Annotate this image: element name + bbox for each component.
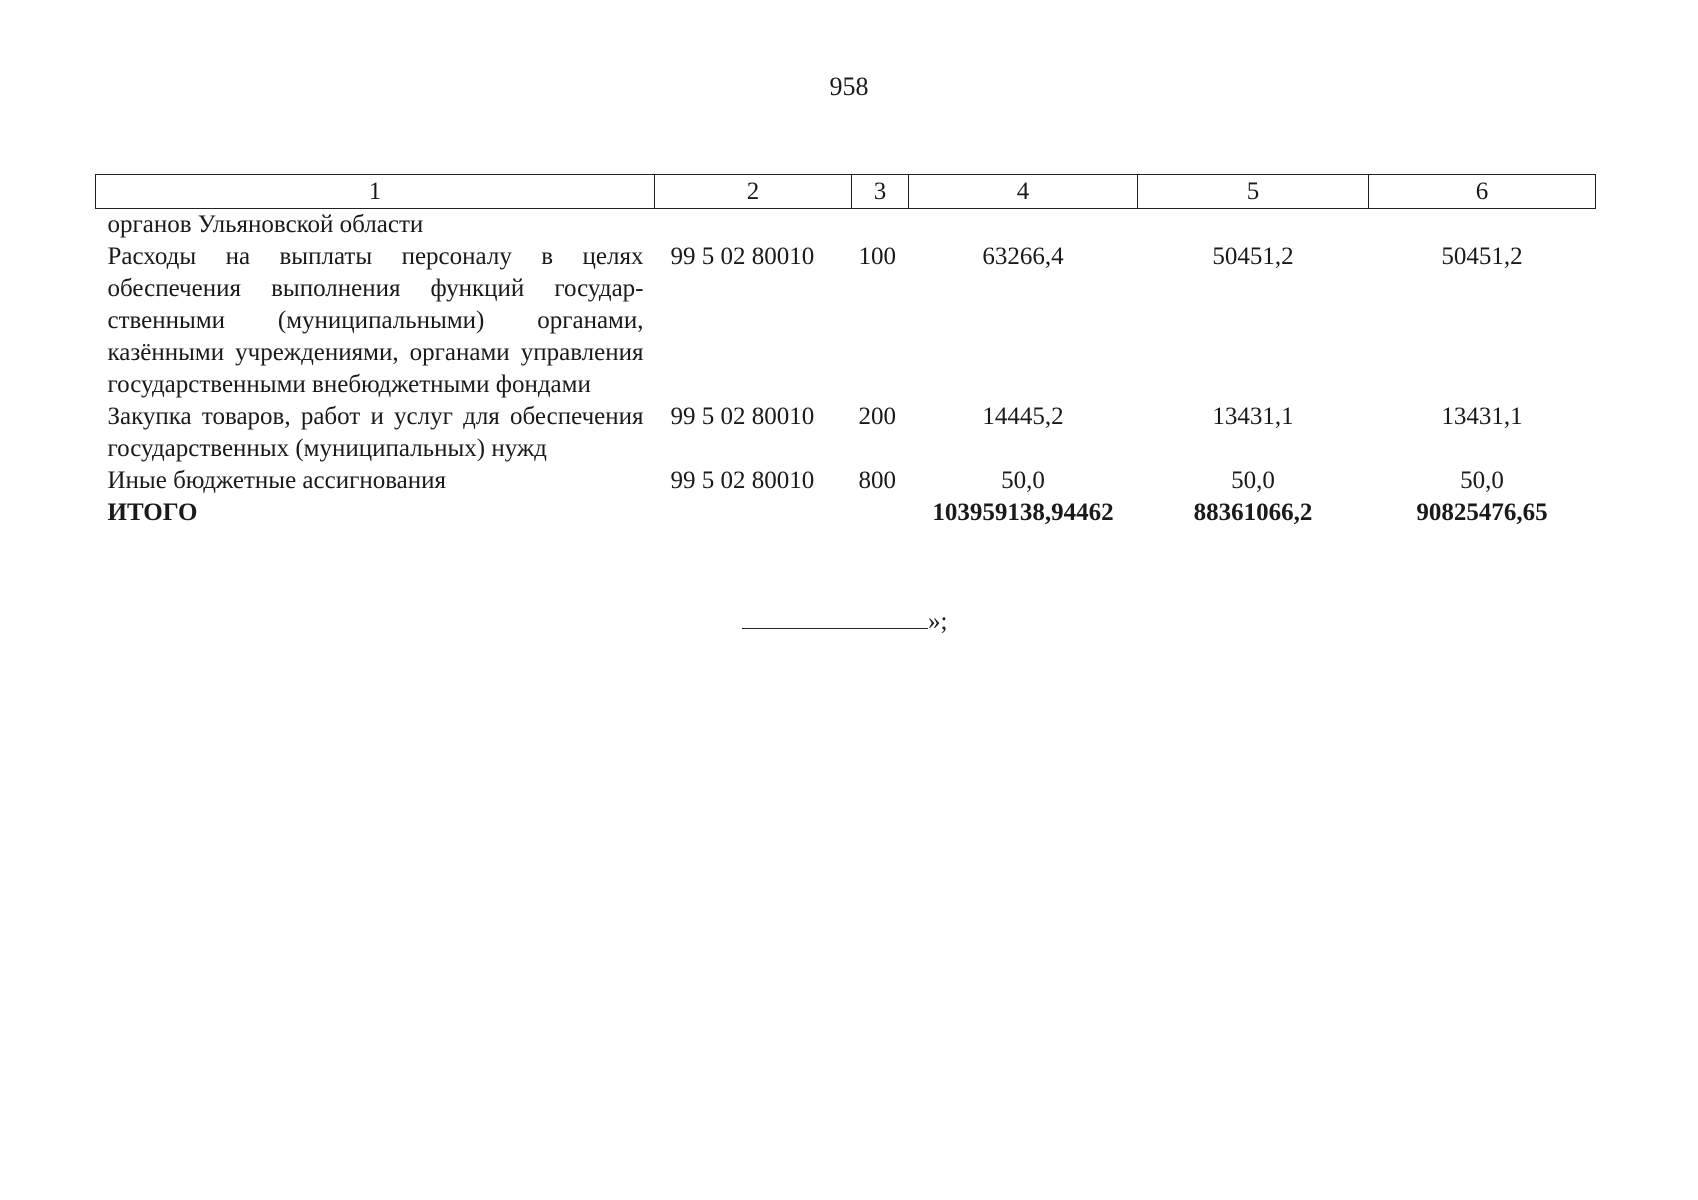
header-col-6: 6 <box>1369 175 1596 209</box>
header-row <box>96 175 1596 209</box>
row-value-6: 50,0 <box>1460 467 1504 494</box>
header-col-5: 5 <box>1138 175 1369 209</box>
row-name: органов Ульяновской области <box>107 211 424 238</box>
row-value-5: 50,0 <box>1231 467 1275 494</box>
row-value-6: 50451,2 <box>1441 243 1523 270</box>
closing-line <box>742 602 947 638</box>
row-vr: 800 <box>858 467 896 494</box>
row-code <box>655 209 852 242</box>
row-value-4: 50,0 <box>1001 467 1045 494</box>
total-vr-empty <box>852 497 909 529</box>
table-header <box>96 175 1596 209</box>
total-label: ИТОГО <box>107 499 198 526</box>
row-value-5: 50451,2 <box>1212 243 1294 270</box>
row-code: 99 5 02 80010 <box>670 243 815 270</box>
row-value-5 <box>1138 209 1369 242</box>
table-body <box>96 209 1596 530</box>
row-vr: 100 <box>858 243 896 270</box>
table-row <box>96 465 1596 497</box>
header-col-2: 2 <box>655 175 852 209</box>
table-row <box>96 209 1596 242</box>
row-name: Иные бюджетные ассигнования <box>107 467 447 494</box>
row-value-5: 13431,1 <box>1212 403 1294 430</box>
header-col-3: 3 <box>852 175 909 209</box>
row-name: Расходы на выплаты персоналу в целях обеспечения выполнения функций государственными (муниципальными) органами, казёнными учреждениями, органами управления государственными внебюджетными фондами <box>107 243 644 398</box>
header-col-1: 1 <box>96 175 655 209</box>
row-code: 99 5 02 80010 <box>670 467 815 494</box>
page-number-text: 958 <box>829 72 869 101</box>
total-value-5: 88361066,2 <box>1193 499 1313 526</box>
total-value-6: 90825476,65 <box>1416 499 1548 526</box>
page-number <box>0 72 1698 102</box>
row-code: 99 5 02 80010 <box>670 403 815 430</box>
table-row <box>96 241 1596 401</box>
budget-table <box>95 174 1596 529</box>
header-col-4: 4 <box>909 175 1138 209</box>
total-value-4: 103959138,94462 <box>932 499 1114 526</box>
row-value-6 <box>1369 209 1596 242</box>
row-vr: 200 <box>858 403 896 430</box>
total-code-empty <box>655 497 852 529</box>
row-value-4: 14445,2 <box>982 403 1064 430</box>
row-value-4 <box>909 209 1138 242</box>
row-name: Закупка товаров, работ и услуг для обеспечения государственных (муниципальных) нужд <box>107 403 644 462</box>
row-value-4: 63266,4 <box>982 243 1064 270</box>
closing-quote: »; <box>928 608 948 635</box>
total-row <box>96 497 1596 529</box>
closing-underline <box>742 602 928 629</box>
table-row <box>96 401 1596 465</box>
row-vr <box>852 209 909 242</box>
row-value-6: 13431,1 <box>1441 403 1523 430</box>
